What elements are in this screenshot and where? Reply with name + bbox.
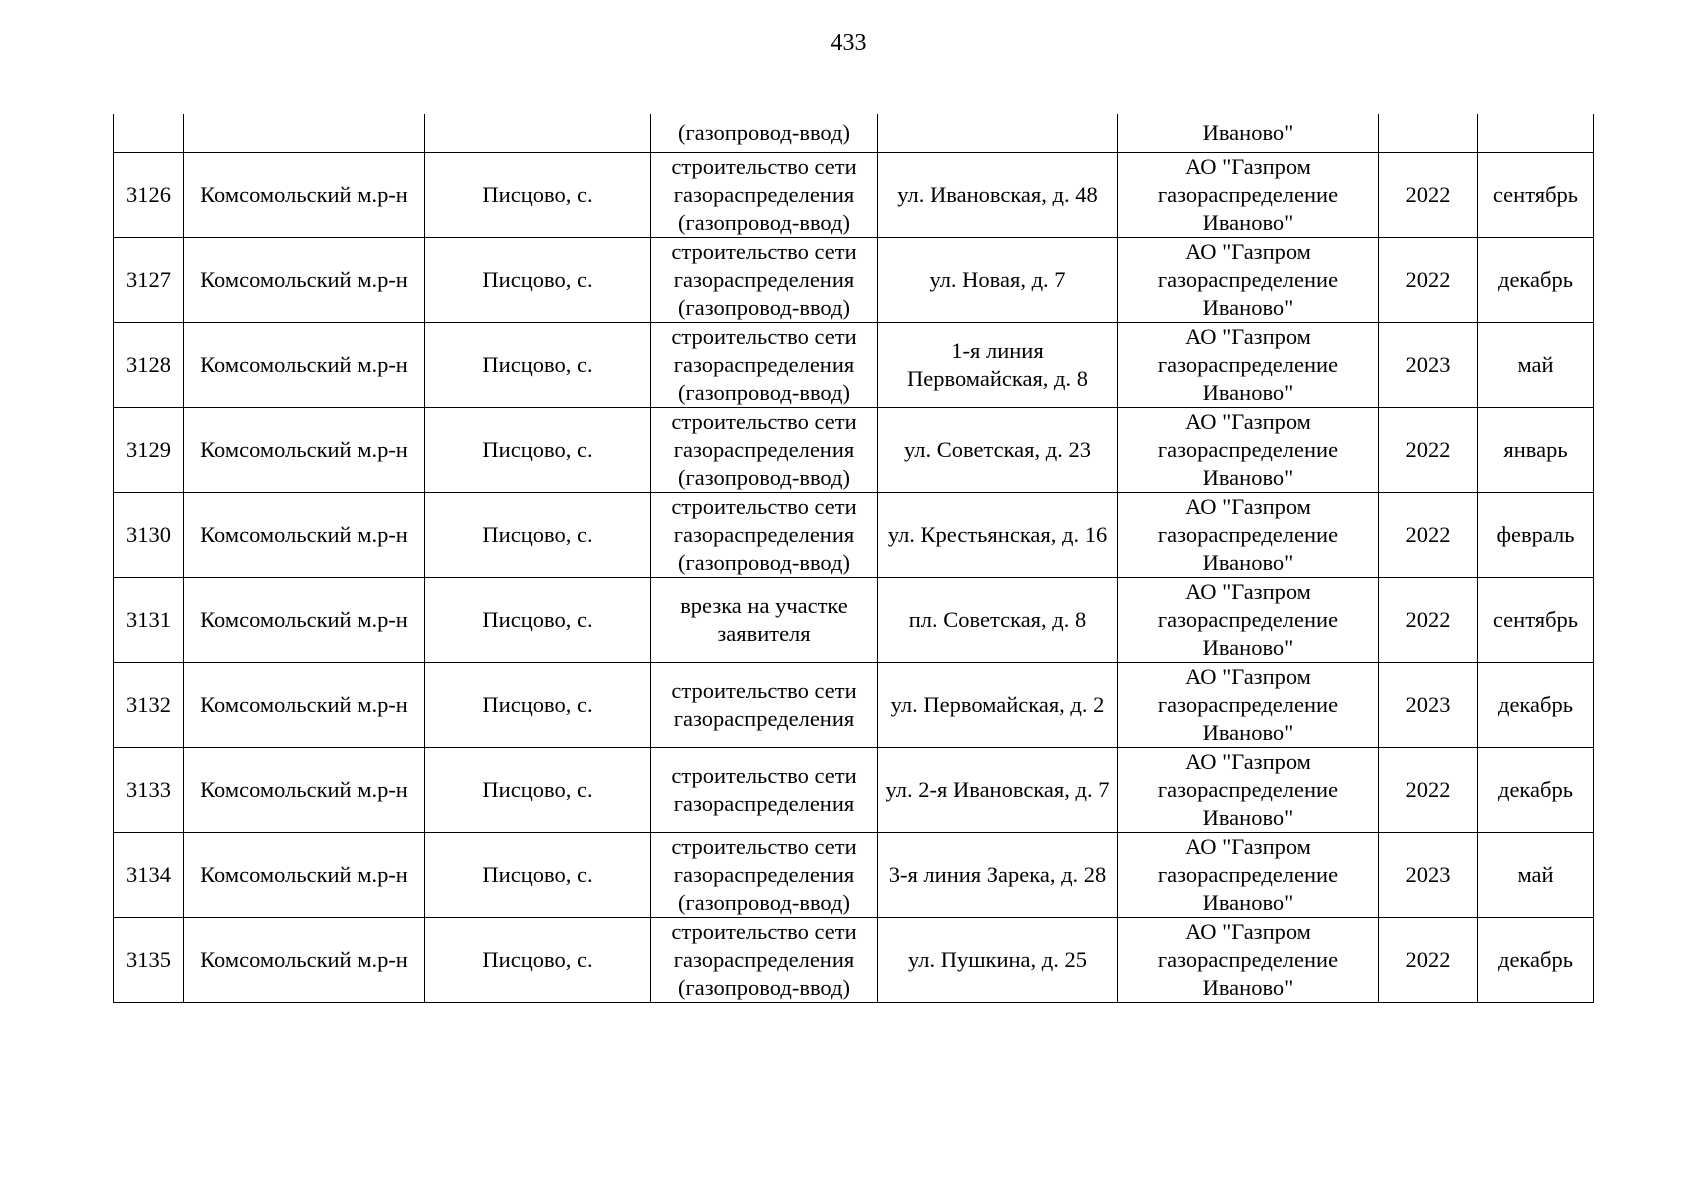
cell-work: (газопровод-ввод) <box>651 114 878 153</box>
cell-org: АО "Газпром газораспределение Иваново" <box>1118 493 1379 578</box>
cell-district: Комсомольский м.р-н <box>184 153 425 238</box>
cell-org: АО "Газпром газораспределение Иваново" <box>1118 833 1379 918</box>
cell-org: АО "Газпром газораспределение Иваново" <box>1118 918 1379 1003</box>
cell-org: Иваново" <box>1118 114 1379 153</box>
cell-year <box>1379 114 1478 153</box>
cell-locality: Писцово, с. <box>425 748 651 833</box>
cell-num: 3130 <box>114 493 184 578</box>
cell-district: Комсомольский м.р-н <box>184 833 425 918</box>
table-row <box>114 578 1594 663</box>
cell-num: 3131 <box>114 578 184 663</box>
cell-locality: Писцово, с. <box>425 833 651 918</box>
cell-district <box>184 114 425 153</box>
cell-year: 2022 <box>1379 153 1478 238</box>
table-row-continuation <box>114 114 1594 153</box>
cell-locality: Писцово, с. <box>425 493 651 578</box>
table-row <box>114 153 1594 238</box>
cell-org: АО "Газпром газораспределение Иваново" <box>1118 408 1379 493</box>
table-row <box>114 833 1594 918</box>
cell-address: ул. 2-я Ивановская, д. 7 <box>878 748 1118 833</box>
cell-locality <box>425 114 651 153</box>
cell-work: строительство сети газораспределения (газопровод-ввод) <box>651 238 878 323</box>
cell-locality: Писцово, с. <box>425 918 651 1003</box>
cell-address: ул. Первомайская, д. 2 <box>878 663 1118 748</box>
cell-num: 3126 <box>114 153 184 238</box>
cell-month: декабрь <box>1478 748 1594 833</box>
table-row <box>114 323 1594 408</box>
cell-year: 2022 <box>1379 918 1478 1003</box>
cell-org: АО "Газпром газораспределение Иваново" <box>1118 323 1379 408</box>
cell-work: строительство сети газораспределения (газопровод-ввод) <box>651 323 878 408</box>
table-row <box>114 493 1594 578</box>
cell-locality: Писцово, с. <box>425 238 651 323</box>
cell-month: сентябрь <box>1478 578 1594 663</box>
table-row <box>114 748 1594 833</box>
cell-year: 2023 <box>1379 663 1478 748</box>
cell-year: 2022 <box>1379 748 1478 833</box>
cell-num: 3127 <box>114 238 184 323</box>
cell-district: Комсомольский м.р-н <box>184 493 425 578</box>
cell-district: Комсомольский м.р-н <box>184 408 425 493</box>
cell-work: строительство сети газораспределения (газопровод-ввод) <box>651 918 878 1003</box>
cell-work: врезка на участке заявителя <box>651 578 878 663</box>
table-row <box>114 663 1594 748</box>
cell-month <box>1478 114 1594 153</box>
cell-address: пл. Советская, д. 8 <box>878 578 1118 663</box>
cell-year: 2022 <box>1379 408 1478 493</box>
cell-address: ул. Ивановская, д. 48 <box>878 153 1118 238</box>
cell-district: Комсомольский м.р-н <box>184 238 425 323</box>
cell-org: АО "Газпром газораспределение Иваново" <box>1118 663 1379 748</box>
gas-connection-table <box>113 114 1594 1003</box>
cell-month: февраль <box>1478 493 1594 578</box>
cell-locality: Писцово, с. <box>425 578 651 663</box>
cell-locality: Писцово, с. <box>425 408 651 493</box>
cell-address: 1-я линия Первомайская, д. 8 <box>878 323 1118 408</box>
cell-district: Комсомольский м.р-н <box>184 918 425 1003</box>
cell-work: строительство сети газораспределения (газопровод-ввод) <box>651 833 878 918</box>
cell-district: Комсомольский м.р-н <box>184 663 425 748</box>
cell-work: строительство сети газораспределения (газопровод-ввод) <box>651 408 878 493</box>
cell-locality: Писцово, с. <box>425 323 651 408</box>
cell-year: 2022 <box>1379 578 1478 663</box>
cell-address <box>878 114 1118 153</box>
cell-num: 3132 <box>114 663 184 748</box>
cell-address: ул. Крестьянская, д. 16 <box>878 493 1118 578</box>
cell-year: 2023 <box>1379 323 1478 408</box>
cell-month: январь <box>1478 408 1594 493</box>
table-row <box>114 408 1594 493</box>
cell-locality: Писцово, с. <box>425 153 651 238</box>
cell-org: АО "Газпром газораспределение Иваново" <box>1118 238 1379 323</box>
cell-num: 3129 <box>114 408 184 493</box>
cell-num: 3133 <box>114 748 184 833</box>
cell-address: ул. Новая, д. 7 <box>878 238 1118 323</box>
cell-month: сентябрь <box>1478 153 1594 238</box>
cell-address: ул. Пушкина, д. 25 <box>878 918 1118 1003</box>
table-row <box>114 238 1594 323</box>
cell-year: 2022 <box>1379 238 1478 323</box>
cell-work: строительство сети газораспределения <box>651 748 878 833</box>
cell-month: декабрь <box>1478 663 1594 748</box>
cell-district: Комсомольский м.р-н <box>184 748 425 833</box>
table-row <box>114 918 1594 1003</box>
cell-month: декабрь <box>1478 238 1594 323</box>
cell-num: 3135 <box>114 918 184 1003</box>
cell-district: Комсомольский м.р-н <box>184 578 425 663</box>
cell-org: АО "Газпром газораспределение Иваново" <box>1118 153 1379 238</box>
cell-address: ул. Советская, д. 23 <box>878 408 1118 493</box>
cell-year: 2022 <box>1379 493 1478 578</box>
cell-num: 3128 <box>114 323 184 408</box>
cell-num: 3134 <box>114 833 184 918</box>
cell-work: строительство сети газораспределения <box>651 663 878 748</box>
cell-address: 3-я линия Зарека, д. 28 <box>878 833 1118 918</box>
cell-work: строительство сети газораспределения (газопровод-ввод) <box>651 153 878 238</box>
cell-work: строительство сети газораспределения (газопровод-ввод) <box>651 493 878 578</box>
cell-district: Комсомольский м.р-н <box>184 323 425 408</box>
cell-month: декабрь <box>1478 918 1594 1003</box>
cell-num <box>114 114 184 153</box>
cell-year: 2023 <box>1379 833 1478 918</box>
cell-org: АО "Газпром газораспределение Иваново" <box>1118 748 1379 833</box>
cell-month: май <box>1478 833 1594 918</box>
cell-locality: Писцово, с. <box>425 663 651 748</box>
cell-org: АО "Газпром газораспределение Иваново" <box>1118 578 1379 663</box>
page-number: 433 <box>830 30 867 56</box>
cell-month: май <box>1478 323 1594 408</box>
